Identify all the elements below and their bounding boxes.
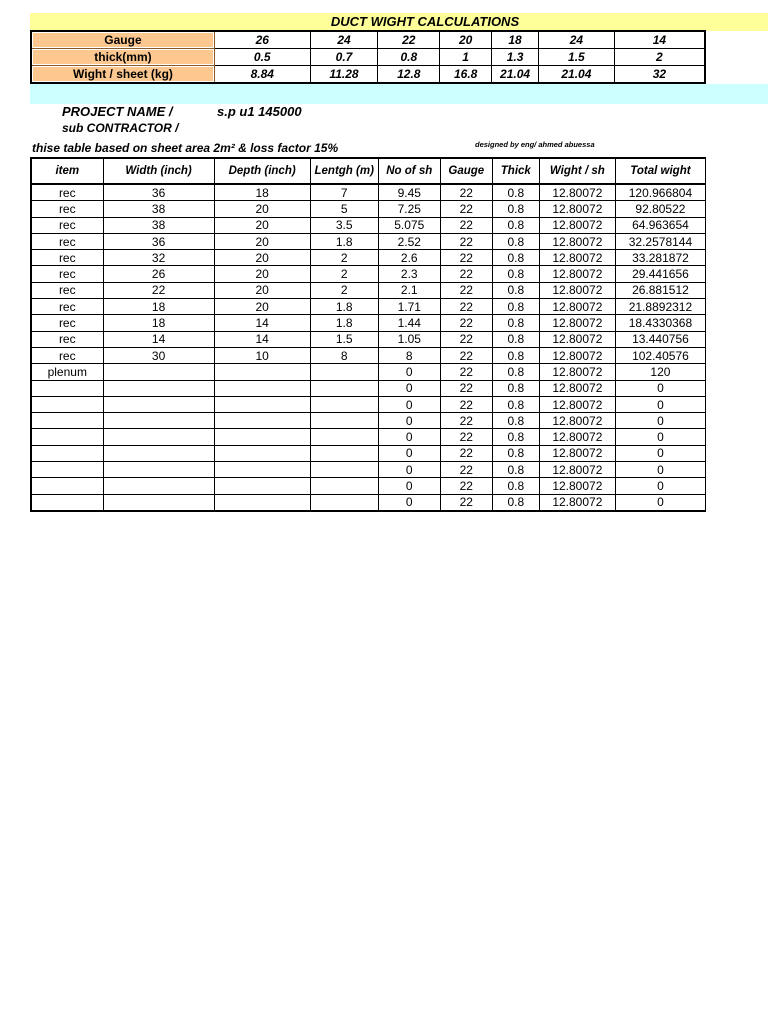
column-header: Lentgh (m) — [310, 158, 378, 184]
table-cell: 22 — [440, 331, 492, 347]
table-cell: 22 — [440, 413, 492, 429]
table-cell: 0 — [378, 396, 440, 412]
table-cell: 0 — [378, 380, 440, 396]
table-cell: 2.6 — [378, 250, 440, 266]
column-header: No of sh — [378, 158, 440, 184]
table-cell: 12.80072 — [539, 331, 615, 347]
table-cell: rec — [31, 282, 103, 298]
gauge-cell: 26 — [214, 31, 310, 49]
table-cell: 2 — [310, 250, 378, 266]
table-cell: 0.8 — [492, 347, 539, 363]
table-cell: 12.80072 — [539, 396, 615, 412]
table-cell: 0.8 — [492, 380, 539, 396]
table-cell: 120 — [615, 364, 705, 380]
table-row — [31, 347, 706, 363]
table-cell: 5 — [310, 201, 378, 217]
table-cell: 12.80072 — [539, 217, 615, 233]
table-cell — [103, 462, 214, 478]
table-cell: 12.80072 — [539, 250, 615, 266]
table-cell: 18 — [103, 315, 214, 331]
table-cell: 20 — [214, 266, 310, 282]
table-cell — [31, 429, 103, 445]
table-cell: 1.5 — [310, 331, 378, 347]
gauge-cell: 8.84 — [214, 66, 310, 84]
table-cell: 0.8 — [492, 184, 539, 201]
table-cell: 120.966804 — [615, 184, 705, 201]
table-cell — [103, 380, 214, 396]
table-cell: 12.80072 — [539, 380, 615, 396]
table-cell: 0.8 — [492, 233, 539, 249]
table-cell: 33.281872 — [615, 250, 705, 266]
table-cell — [310, 478, 378, 494]
table-cell: 22 — [440, 478, 492, 494]
table-row — [31, 380, 706, 396]
gauge-cell: 0.7 — [310, 49, 378, 66]
table-cell: 0 — [378, 494, 440, 511]
table-cell — [31, 413, 103, 429]
table-cell: 22 — [440, 217, 492, 233]
table-cell: 0 — [615, 478, 705, 494]
table-row — [31, 462, 706, 478]
gauge-cell: 18 — [492, 31, 539, 49]
table-row — [31, 478, 706, 494]
table-cell: 22 — [440, 347, 492, 363]
table-cell: 22 — [440, 250, 492, 266]
column-header: Gauge — [440, 158, 492, 184]
table-cell: 21.8892312 — [615, 299, 705, 315]
table-cell — [103, 494, 214, 511]
table-cell — [31, 380, 103, 396]
table-cell: 0.8 — [492, 250, 539, 266]
table-cell — [31, 445, 103, 461]
table-cell: 22 — [440, 184, 492, 201]
table-cell — [103, 478, 214, 494]
table-cell: 0.8 — [492, 217, 539, 233]
table-cell: rec — [31, 347, 103, 363]
table-row — [31, 413, 706, 429]
table-cell: 18 — [214, 184, 310, 201]
table-cell — [31, 478, 103, 494]
table-cell — [310, 462, 378, 478]
table-cell — [310, 413, 378, 429]
project-name-label: PROJECT NAME / — [62, 104, 173, 119]
gauge-cell: 24 — [539, 31, 615, 49]
gauge-cell: 1 — [440, 49, 492, 66]
table-cell: 0 — [615, 429, 705, 445]
table-cell: rec — [31, 217, 103, 233]
table-row — [31, 266, 706, 282]
table-cell: 5.075 — [378, 217, 440, 233]
table-cell: rec — [31, 250, 103, 266]
table-cell: 0.8 — [492, 331, 539, 347]
table-cell: 0.8 — [492, 299, 539, 315]
table-cell — [31, 396, 103, 412]
table-cell: 1.71 — [378, 299, 440, 315]
table-cell: 9.45 — [378, 184, 440, 201]
gauge-cell: 32 — [614, 66, 705, 84]
gauge-cell: 11.28 — [310, 66, 378, 84]
gauge-reference-table — [30, 30, 706, 84]
table-cell: 92.80522 — [615, 201, 705, 217]
calculation-note: thise table based on sheet area 2m² & loss factor 15% — [32, 141, 339, 155]
table-cell: 0.8 — [492, 282, 539, 298]
table-cell: 26.881512 — [615, 282, 705, 298]
table-cell: 0.8 — [492, 413, 539, 429]
gauge-cell: 1.3 — [492, 49, 539, 66]
gauge-row-label: Gauge — [31, 31, 214, 49]
table-cell: 0 — [615, 413, 705, 429]
table-cell: 0.8 — [492, 445, 539, 461]
table-cell — [214, 396, 310, 412]
table-cell: 0.8 — [492, 494, 539, 511]
table-cell: 22 — [440, 429, 492, 445]
table-cell: 22 — [440, 266, 492, 282]
table-cell — [310, 445, 378, 461]
table-cell — [214, 380, 310, 396]
table-cell — [103, 429, 214, 445]
table-row — [31, 250, 706, 266]
table-cell: 12.80072 — [539, 299, 615, 315]
table-cell: 0 — [378, 445, 440, 461]
table-cell: 1.44 — [378, 315, 440, 331]
table-cell: 102.40576 — [615, 347, 705, 363]
table-cell: 12.80072 — [539, 364, 615, 380]
table-cell: rec — [31, 299, 103, 315]
table-row — [31, 429, 706, 445]
table-cell — [103, 413, 214, 429]
table-cell: 14 — [214, 331, 310, 347]
table-cell: 20 — [214, 299, 310, 315]
table-cell: 14 — [214, 315, 310, 331]
table-cell: 0.8 — [492, 478, 539, 494]
table-row — [31, 364, 706, 380]
table-cell — [310, 380, 378, 396]
table-cell: 12.80072 — [539, 201, 615, 217]
duct-calculation-table — [30, 157, 706, 512]
gauge-row-label: Wight / sheet (kg) — [31, 66, 214, 84]
table-cell — [214, 413, 310, 429]
table-cell: 22 — [440, 233, 492, 249]
table-cell: 20 — [214, 250, 310, 266]
table-cell: 0.8 — [492, 364, 539, 380]
table-cell: 38 — [103, 217, 214, 233]
gauge-row-label: thick(mm) — [31, 49, 214, 66]
table-cell: 0 — [378, 429, 440, 445]
table-row — [31, 494, 706, 511]
table-cell: 3.5 — [310, 217, 378, 233]
table-cell — [310, 396, 378, 412]
table-row — [31, 315, 706, 331]
table-cell: 12.80072 — [539, 315, 615, 331]
table-cell: 12.80072 — [539, 478, 615, 494]
gauge-cell: 22 — [378, 31, 440, 49]
table-cell: 7 — [310, 184, 378, 201]
table-cell: 0 — [378, 478, 440, 494]
table-cell: 22 — [440, 445, 492, 461]
column-header: Width (inch) — [103, 158, 214, 184]
table-cell: 20 — [214, 282, 310, 298]
table-cell: 0 — [378, 364, 440, 380]
table-cell: 22 — [440, 462, 492, 478]
sheet-title: DUCT WIGHT CALCULATIONS — [330, 14, 520, 29]
table-row — [31, 233, 706, 249]
table-cell: 13.440756 — [615, 331, 705, 347]
table-cell — [214, 462, 310, 478]
table-cell — [31, 494, 103, 511]
gauge-cell: 20 — [440, 31, 492, 49]
table-cell: rec — [31, 266, 103, 282]
table-cell: 12.80072 — [539, 445, 615, 461]
table-cell: rec — [31, 233, 103, 249]
table-cell: 22 — [440, 315, 492, 331]
table-row — [31, 396, 706, 412]
table-cell: 36 — [103, 233, 214, 249]
table-cell: 1.8 — [310, 233, 378, 249]
table-cell: 12.80072 — [539, 233, 615, 249]
gauge-cell: 0.8 — [378, 49, 440, 66]
table-cell — [214, 429, 310, 445]
table-cell: 0.8 — [492, 396, 539, 412]
table-cell: 0 — [615, 462, 705, 478]
table-cell: 12.80072 — [539, 347, 615, 363]
table-cell: 22 — [440, 494, 492, 511]
table-cell: 12.80072 — [539, 266, 615, 282]
table-cell — [214, 364, 310, 380]
table-row — [31, 331, 706, 347]
table-cell: 0 — [378, 413, 440, 429]
gauge-cell: 21.04 — [539, 66, 615, 84]
table-cell: 22 — [440, 396, 492, 412]
table-cell: 30 — [103, 347, 214, 363]
table-cell — [31, 462, 103, 478]
table-cell: 2.1 — [378, 282, 440, 298]
table-cell: 22 — [440, 201, 492, 217]
table-cell: 12.80072 — [539, 429, 615, 445]
table-cell: 0.8 — [492, 429, 539, 445]
column-header: Thick — [492, 158, 539, 184]
table-cell: 14 — [103, 331, 214, 347]
gauge-cell: 1.5 — [539, 49, 615, 66]
table-cell: 0 — [615, 494, 705, 511]
table-cell — [310, 429, 378, 445]
designer-credit: designed by eng/ ahmed abuessa — [475, 140, 595, 149]
table-cell: 20 — [214, 217, 310, 233]
table-cell — [214, 445, 310, 461]
table-cell — [103, 396, 214, 412]
table-cell: 10 — [214, 347, 310, 363]
table-cell: 0.8 — [492, 462, 539, 478]
table-cell: 0.8 — [492, 201, 539, 217]
table-cell: 1.8 — [310, 299, 378, 315]
table-cell: 2 — [310, 266, 378, 282]
table-cell — [310, 364, 378, 380]
gauge-cell: 14 — [614, 31, 705, 49]
project-name-value: s.p u1 145000 — [217, 104, 302, 119]
table-cell: rec — [31, 184, 103, 201]
column-header: Depth (inch) — [214, 158, 310, 184]
table-cell: 18 — [103, 299, 214, 315]
table-cell: 12.80072 — [539, 462, 615, 478]
gauge-cell: 21.04 — [492, 66, 539, 84]
table-cell: 0 — [615, 396, 705, 412]
column-header: Total wight — [615, 158, 705, 184]
table-cell: 22 — [440, 364, 492, 380]
gauge-cell: 24 — [310, 31, 378, 49]
sub-contractor-label: sub CONTRACTOR / — [62, 121, 179, 135]
table-cell: 22 — [103, 282, 214, 298]
table-cell: 0.8 — [492, 266, 539, 282]
table-cell: 2.52 — [378, 233, 440, 249]
table-cell: 36 — [103, 184, 214, 201]
table-cell: 32.2578144 — [615, 233, 705, 249]
separator-band — [30, 84, 768, 104]
gauge-cell: 2 — [614, 49, 705, 66]
table-cell: 1.8 — [310, 315, 378, 331]
table-cell: 29.441656 — [615, 266, 705, 282]
gauge-table-row — [31, 66, 705, 84]
column-header: item — [31, 158, 103, 184]
table-cell: 12.80072 — [539, 184, 615, 201]
table-cell — [214, 494, 310, 511]
table-cell: 64.963654 — [615, 217, 705, 233]
table-row — [31, 445, 706, 461]
gauge-cell: 16.8 — [440, 66, 492, 84]
gauge-table-row — [31, 31, 705, 49]
table-cell: 12.80072 — [539, 494, 615, 511]
table-row — [31, 201, 706, 217]
table-cell: 0 — [615, 380, 705, 396]
table-cell: 8 — [378, 347, 440, 363]
table-cell: 2.3 — [378, 266, 440, 282]
table-cell: rec — [31, 315, 103, 331]
table-cell — [310, 494, 378, 511]
table-cell: 22 — [440, 282, 492, 298]
table-cell: 38 — [103, 201, 214, 217]
table-cell: rec — [31, 201, 103, 217]
table-cell: 0 — [615, 445, 705, 461]
table-cell: 7.25 — [378, 201, 440, 217]
table-cell: 22 — [440, 299, 492, 315]
table-cell: rec — [31, 331, 103, 347]
table-cell: 1.05 — [378, 331, 440, 347]
gauge-table-row — [31, 49, 705, 66]
table-cell: 26 — [103, 266, 214, 282]
gauge-cell: 12.8 — [378, 66, 440, 84]
table-cell: 12.80072 — [539, 282, 615, 298]
table-cell: 8 — [310, 347, 378, 363]
table-cell: 32 — [103, 250, 214, 266]
table-row — [31, 184, 706, 201]
table-row — [31, 217, 706, 233]
table-cell: 22 — [440, 380, 492, 396]
table-cell: 0.8 — [492, 315, 539, 331]
table-cell: 20 — [214, 201, 310, 217]
table-row — [31, 299, 706, 315]
table-cell: 2 — [310, 282, 378, 298]
table-cell: 12.80072 — [539, 413, 615, 429]
table-row — [31, 282, 706, 298]
table-cell: 0 — [378, 462, 440, 478]
gauge-cell: 0.5 — [214, 49, 310, 66]
column-header: Wight / sh — [539, 158, 615, 184]
table-cell: 18.4330368 — [615, 315, 705, 331]
table-cell: 20 — [214, 233, 310, 249]
table-cell: plenum — [31, 364, 103, 380]
table-cell — [103, 445, 214, 461]
table-cell — [214, 478, 310, 494]
table-cell — [103, 364, 214, 380]
